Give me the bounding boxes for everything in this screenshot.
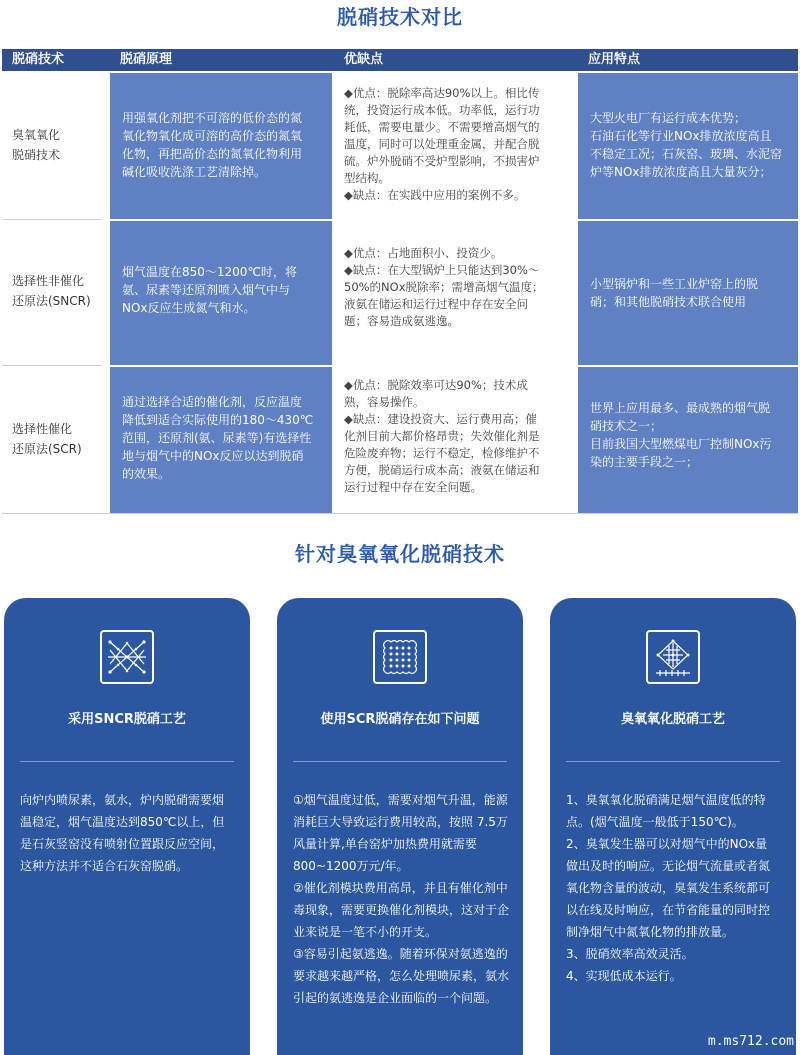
card-body-line: 毒现象，需要更换催化剂模块，这对于企	[293, 903, 510, 917]
row-divider	[2, 219, 102, 220]
principle-line: 氨、尿素等还原剂喷入烟气中与	[122, 283, 291, 297]
principle-line: 碱化吸收洗涤工艺清除掉。	[122, 165, 267, 179]
card-title: 采用SNCR脱硝工艺	[68, 712, 186, 727]
tech-name-cell	[2, 73, 108, 219]
tech-name-line: 臭氧氧化	[12, 128, 61, 142]
tech-name-line: 选择性催化	[12, 422, 73, 436]
principle-line: 通过选择合适的催化剂，反应温度	[122, 395, 303, 409]
tech-name-line: 还原法(SNCR)	[12, 294, 91, 308]
ozone-reactor-icon	[646, 630, 700, 684]
card-body-line: 温稳定，烟气温度达到850℃以上，但	[20, 815, 225, 829]
card-ozone	[550, 598, 796, 1055]
card-scr	[277, 598, 523, 1055]
pros-line: 统，投资运行成本低。功率低，运行功	[344, 103, 540, 117]
pros-line: ◆优点：脱除效率可达90%；技术成	[344, 378, 528, 392]
application-line: 硝；和其他脱硝技术联合使用	[590, 295, 747, 309]
application-line: 大型火电厂有运行成本优势；	[590, 111, 747, 125]
principle-line: 的效果。	[122, 467, 171, 481]
card-body-line: 做出及时的响应。无论烟气流量或者氮	[566, 859, 771, 873]
cons-line: 运行过程中存在安全问题。	[344, 480, 482, 494]
table-row	[2, 367, 798, 513]
header-application: 应用特点	[588, 52, 641, 67]
card-body-line: 2、臭氧发生器可以对烟气中的NOx量	[566, 837, 768, 851]
dot-grid-icon	[373, 630, 427, 684]
principle-cell	[110, 367, 332, 513]
card-body	[20, 789, 236, 877]
principle-line: 降低到适合实际使用的180～430℃	[122, 413, 314, 427]
row-divider	[2, 365, 102, 366]
tech-name-cell	[2, 221, 108, 365]
card-sncr	[4, 598, 250, 1055]
cons-line: ◆缺点：在大型锅炉上只能达到30%～	[344, 263, 540, 277]
card-body-line: 向炉内喷尿素，氨水，炉内脱硝需要烟	[20, 793, 225, 807]
principle-cell	[110, 73, 332, 219]
card-body-line: ①烟气温度过低，需要对烟气升温，能源	[293, 793, 508, 807]
principle-line: 烟气温度在850～1200℃时，将	[122, 265, 297, 279]
page-title: 脱硝技术对比	[337, 5, 463, 29]
application-cell	[578, 221, 798, 365]
application-line: 世界上应用最多、最成熟的烟气脱	[590, 401, 771, 415]
cons-line: 50%的NOx脱除率；需增高烟气温度；	[344, 280, 544, 294]
tech-name-line: 选择性非催化	[12, 274, 85, 288]
card-body-line: 4、实现低成本运行。	[566, 969, 682, 983]
card-title: 使用SCR脱硝存在如下问题	[320, 712, 480, 727]
card-body-line: 氧化物含量的波动，臭氧发生系统都可	[566, 881, 771, 895]
table-row	[2, 221, 798, 365]
header-principle: 脱硝原理	[120, 52, 173, 67]
pros-line: 硫。炉外脱硝不受炉型影响，不损害炉	[344, 154, 540, 168]
principle-line: 化物，再把高价态的氮氧化物利用	[122, 147, 303, 161]
pros-cons-cell	[334, 73, 576, 219]
pros-line: ◆优点：占地面积小、投资少。	[344, 246, 503, 260]
card-body-line: 引起的氨逃逸是企业面临的一个问题。	[293, 991, 498, 1005]
card-divider	[20, 761, 234, 762]
card-body-line: 制净烟气中氮氧化物的排放量。	[566, 925, 735, 939]
card-divider	[293, 761, 507, 762]
application-line: 石油石化等行业NOx排放浓度高且	[590, 129, 772, 143]
cons-line: 化剂目前大都价格昂贵；失效催化剂是	[344, 429, 540, 443]
card-body-line: 3、脱硝效率高效灵活。	[566, 947, 694, 961]
cons-line: ◆缺点：在实践中应用的案例不多。	[344, 188, 526, 202]
card-body-line: 1、臭氧氧化脱硝满足烟气温度低的特	[566, 793, 766, 807]
card-body-line: 是石灰竖窑没有喷射位置跟反应空间，	[20, 837, 225, 851]
principle-line: NOx反应生成氮气和水。	[122, 301, 256, 315]
cons-line: 题；容易造成氨逃逸。	[344, 314, 459, 328]
principle-line: 地与烟气中的NOx反应以达到脱硝	[122, 449, 304, 463]
card-body-line: 点。(烟气温度一般低于150℃)。	[566, 815, 744, 829]
application-line: 不稳定工况；石灰窑、玻璃、水泥窑	[590, 147, 783, 161]
card-body-line: 要求越来越严格，怎么处理喷尿素，氨水	[293, 969, 510, 983]
principle-line: 用强氧化剂把不可溶的低价态的氮	[122, 111, 303, 125]
card-body-line: ③容易引起氨逃逸。随着环保对氨逃逸的	[293, 947, 508, 961]
card-body-line: 业来说是一笔不小的开支。	[293, 925, 438, 939]
card-body-line: 800~1200万元/年。	[293, 859, 409, 873]
principle-line: 范围，还原剂(氨、尿素等)有选择性	[122, 431, 312, 445]
cons-line: 危险废弃物；运行不稳定，检修维护不	[344, 446, 540, 460]
application-line: 炉等NOx排放浓度高且大量灰分；	[590, 165, 772, 179]
application-line: 目前我国大型燃煤电厂控制NOx污	[590, 437, 772, 451]
application-line: 硝技术之一；	[590, 419, 663, 433]
section-title: 针对臭氧氧化脱硝技术	[295, 542, 505, 566]
pros-line: ◆优点：脱除率高达90%以上。相比传	[344, 86, 540, 100]
tech-name-line: 还原法(SCR)	[12, 442, 82, 456]
principle-cell	[110, 221, 332, 365]
cons-line: 方便，脱硝运行成本高；液氨在储运和	[344, 463, 540, 477]
principle-line: 氧化物氧化成可溶的高价态的氮氧	[122, 129, 303, 143]
application-cell	[578, 367, 798, 513]
pros-line: 耗低，需要电量少。不需要增高烟气的	[344, 120, 540, 134]
pros-cons-cell	[334, 221, 576, 365]
pros-cons-cell	[334, 367, 576, 513]
card-divider	[566, 761, 780, 762]
pros-line: 型结构。	[344, 171, 390, 185]
header-pros-cons: 优缺点	[344, 52, 384, 67]
card-body-line: 以在线及时响应，在节省能量的同时控	[566, 903, 771, 917]
cons-line: 液氨在储运和运行过程中存在安全问	[344, 297, 528, 311]
card-body-line: ②催化剂模块费用高昂，并且有催化剂中	[293, 881, 508, 895]
card-body	[293, 789, 509, 1009]
pros-line: 熟，容易操作。	[344, 395, 425, 409]
card-title: 臭氧氧化脱硝工艺	[620, 712, 725, 727]
tech-name-cell	[2, 367, 108, 513]
crosshatch-icon	[100, 630, 154, 684]
application-cell	[578, 73, 798, 219]
cons-line: ◆缺点：建设投资大、运行费用高；催	[344, 412, 537, 426]
table-row	[2, 73, 798, 219]
header-technology: 脱硝技术	[12, 52, 65, 67]
card-body-line: 消耗巨大导致运行费用较高，按照 7.5万	[293, 815, 508, 829]
table-header	[2, 49, 798, 71]
card-body-line: 风量计算,单台窑炉加热费用就需要	[293, 837, 477, 851]
card-body-line: 这种方法并不适合石灰窑脱硝。	[20, 859, 189, 873]
pros-line: 温度，同时可以处理重金属，并配合脱	[344, 137, 540, 151]
table-bottom-border	[2, 513, 798, 514]
tech-name-line: 脱硝技术	[12, 148, 61, 162]
application-line: 染的主要手段之一；	[590, 455, 699, 469]
application-line: 小型锅炉和一些工业炉窑上的脱	[590, 277, 759, 291]
site-watermark: m.ms712.com	[707, 1034, 794, 1049]
card-body	[566, 789, 782, 987]
